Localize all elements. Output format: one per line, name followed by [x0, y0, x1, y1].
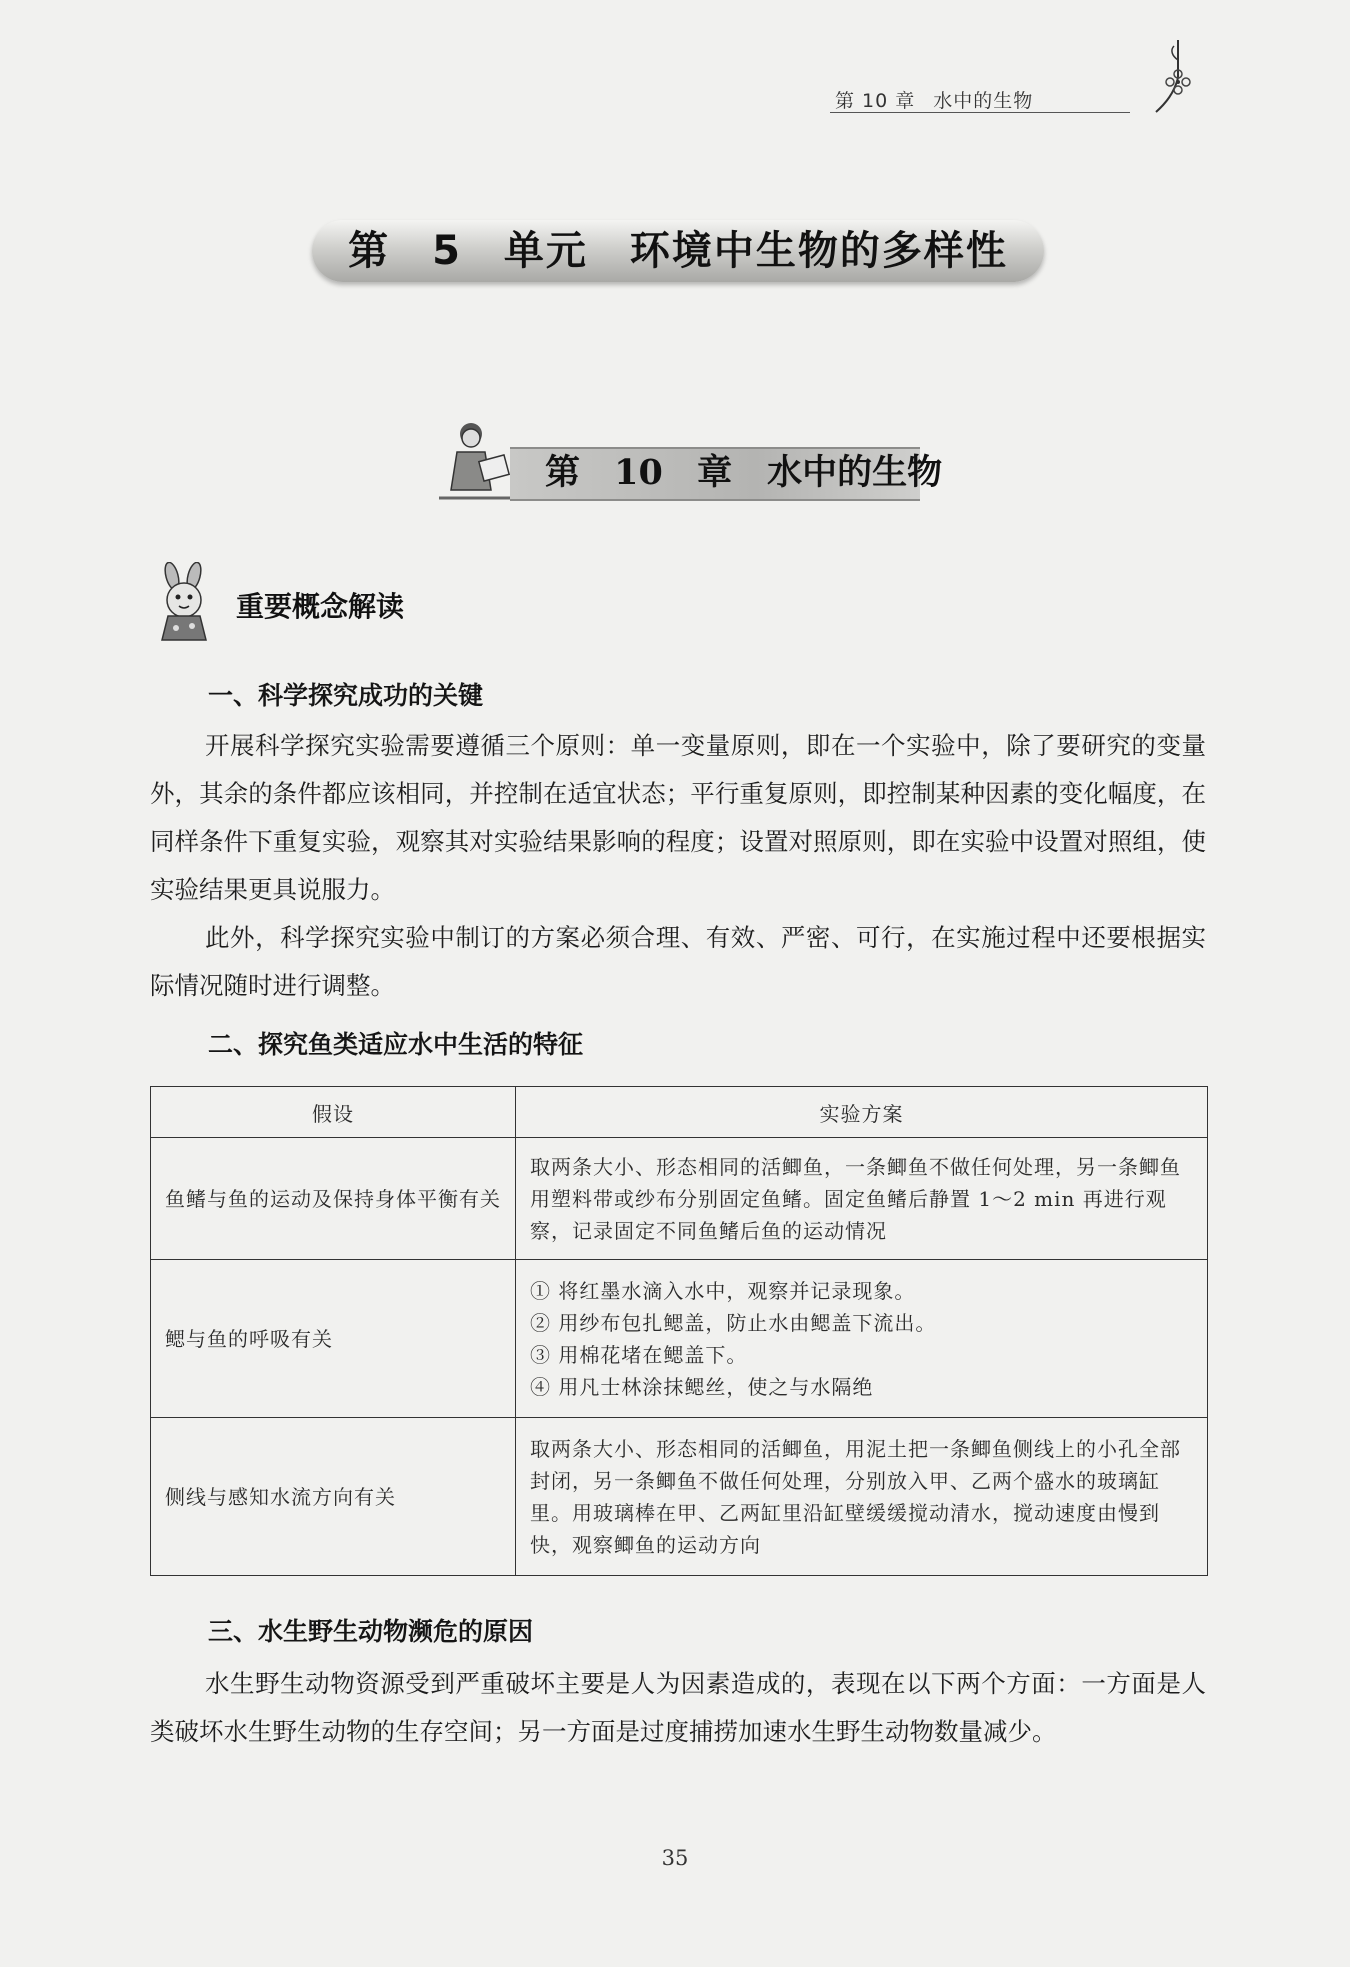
- page-number: 35: [661, 1846, 689, 1870]
- table-row: [151, 1418, 1208, 1576]
- table-header-plan: 实验方案: [516, 1087, 1208, 1138]
- running-header-rule: [830, 112, 1130, 113]
- heading-part-2: 二、探究鱼类适应水中生活的特征: [208, 1030, 584, 1059]
- paragraph-part-3-1: 水生野生动物资源受到严重破坏主要是人为因素造成的，表现在以下两个方面：一方面是人类破坏水生野生动物的生存空间；另一方面是过度捕捞加速水生野生动物数量减少。: [150, 1669, 1206, 1746]
- table-cell-hypothesis: 鳃与鱼的呼吸有关: [151, 1260, 516, 1418]
- table-cell-hypothesis: 侧线与感知水流方向有关: [151, 1418, 516, 1576]
- table-row: [151, 1260, 1208, 1418]
- table-header-row: [151, 1087, 1208, 1138]
- table-cell-plan: 取两条大小、形态相同的活鲫鱼，一条鲫鱼不做任何处理，另一条鲫鱼用塑料带或纱布分别固定鱼鳍。固定鱼鳍后静置 1～2 min 再进行观察，记录固定不同鱼鳍后鱼的运动情况: [516, 1138, 1208, 1260]
- section-title: 重要概念解读: [236, 590, 405, 623]
- heading-part-3: 三、水生野生动物濒危的原因: [208, 1617, 534, 1646]
- step-item: ④ 用凡士林涂抹鳃丝，使之与水隔绝: [530, 1374, 874, 1399]
- table-row: [151, 1138, 1208, 1260]
- running-header: [835, 86, 1033, 113]
- step-item: ② 用纱布包扎鳃盖，防止水由鳃盖下流出。: [530, 1310, 937, 1335]
- experiment-table: [150, 1086, 1208, 1576]
- flower-ornament-icon: [1148, 38, 1208, 118]
- unit-title: 第 5 单元 环境中生物的多样性: [348, 228, 1008, 274]
- heading-part-1: 一、科学探究成功的关键: [208, 681, 484, 710]
- table-cell-plan: 取两条大小、形态相同的活鲫鱼，用泥土把一条鲫鱼侧线上的小孔全部封闭，另一条鲫鱼不做任何处理，分别放入甲、乙两个盛水的玻璃缸里。用玻璃棒在甲、乙两缸里沿缸壁缓缓搅动清水，搅动速度由慢到快，观察鲫鱼的运动方向: [516, 1418, 1208, 1576]
- unit-banner: [312, 220, 1044, 282]
- paragraph-part-1-1: 开展科学探究实验需要遵循三个原则：单一变量原则，即在一个实验中，除了要研究的变量外，其余的条件都应该相同，并控制在适宜状态；平行重复原则，即控制某种因素的变化幅度，在同样条件下重复实验，观察其对实验结果影响的程度；设置对照原则，即在实验中设置对照组，使实验结果更具说服力。: [150, 731, 1206, 904]
- table-cell-steps: [516, 1260, 1208, 1418]
- step-item: ③ 用棉花堵在鳃盖下。: [530, 1342, 748, 1367]
- rabbit-mascot-icon: [148, 562, 224, 644]
- table-cell-hypothesis: 鱼鳍与鱼的运动及保持身体平衡有关: [151, 1138, 516, 1260]
- chapter-title: 第 10 章 水中的生物: [545, 452, 943, 493]
- step-item: ① 将红墨水滴入水中，观察并记录现象。: [530, 1278, 916, 1303]
- running-header-topic: 水中的生物: [933, 90, 1034, 112]
- table-header-hypothesis: 假设: [151, 1087, 516, 1138]
- paragraph-part-1-2: 此外，科学探究实验中制订的方案必须合理、有效、严密、可行，在实施过程中还要根据实际情况随时进行调整。: [150, 923, 1206, 1000]
- running-header-chapter: 第 10 章: [835, 90, 916, 112]
